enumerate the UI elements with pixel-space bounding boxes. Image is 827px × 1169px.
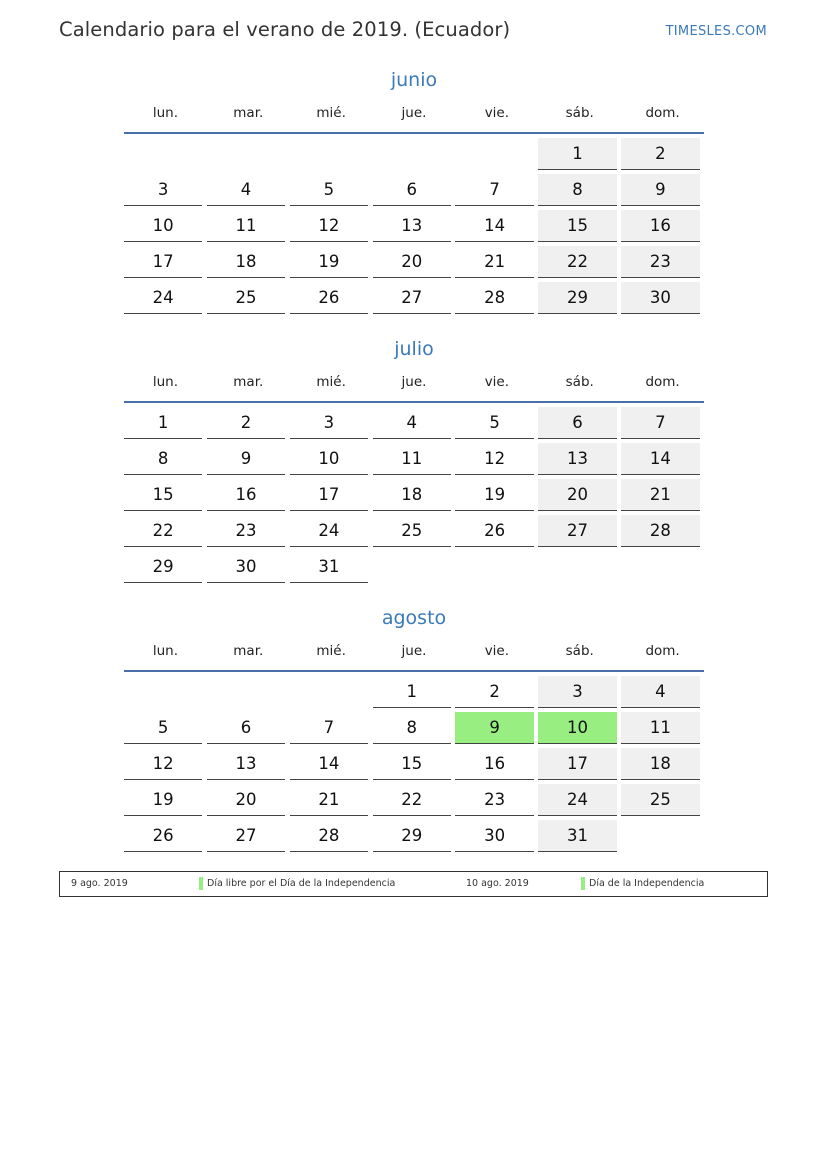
day-cell: 21 bbox=[290, 784, 368, 816]
day-cell: 26 bbox=[455, 515, 533, 547]
day-cell: 2 bbox=[621, 138, 699, 170]
weekday-header bbox=[124, 640, 704, 672]
weekday-label: jue. bbox=[401, 374, 427, 390]
day-cell: 11 bbox=[621, 712, 699, 744]
day-cell: 18 bbox=[373, 479, 451, 511]
day-cell: 1 bbox=[124, 407, 202, 439]
day-cell: 28 bbox=[455, 282, 533, 314]
day-cell: 4 bbox=[207, 174, 285, 206]
weekday-header bbox=[124, 371, 704, 403]
day-cell: 20 bbox=[373, 246, 451, 278]
day-cell: 16 bbox=[621, 210, 699, 242]
empty-day-cell bbox=[621, 551, 699, 582]
week-row bbox=[124, 515, 704, 551]
day-cell: 30 bbox=[621, 282, 699, 314]
empty-day-cell bbox=[207, 676, 285, 707]
week-row bbox=[124, 443, 704, 479]
day-cell: 19 bbox=[124, 784, 202, 816]
holiday-color-swatch bbox=[199, 877, 203, 890]
empty-day-cell bbox=[455, 138, 533, 169]
holiday-color-swatch bbox=[581, 877, 585, 890]
day-grid bbox=[124, 407, 704, 587]
day-cell: 29 bbox=[373, 820, 451, 852]
week-row bbox=[124, 551, 704, 587]
empty-day-cell bbox=[290, 676, 368, 707]
weekday-label: lun. bbox=[152, 105, 178, 121]
page-title: Calendario para el verano de 2019. (Ecuador) bbox=[59, 18, 511, 41]
day-cell: 20 bbox=[207, 784, 285, 816]
week-row bbox=[124, 712, 704, 748]
day-cell: 24 bbox=[124, 282, 202, 314]
day-cell: 6 bbox=[373, 174, 451, 206]
week-row bbox=[124, 138, 704, 174]
weekday-label: mar. bbox=[233, 374, 264, 390]
day-cell: 30 bbox=[207, 551, 285, 583]
month-julio bbox=[124, 337, 704, 587]
day-cell: 5 bbox=[455, 407, 533, 439]
month-name: junio bbox=[390, 69, 438, 91]
empty-day-cell bbox=[124, 138, 202, 169]
day-cell: 31 bbox=[538, 820, 616, 852]
day-cell: 2 bbox=[207, 407, 285, 439]
day-cell: 8 bbox=[538, 174, 616, 206]
day-cell: 22 bbox=[373, 784, 451, 816]
weekday-label: sáb. bbox=[565, 105, 594, 121]
day-cell: 6 bbox=[538, 407, 616, 439]
day-cell: 9 bbox=[455, 712, 533, 744]
day-cell: 29 bbox=[124, 551, 202, 583]
week-row bbox=[124, 407, 704, 443]
day-cell: 17 bbox=[290, 479, 368, 511]
month-name: julio bbox=[394, 338, 434, 360]
day-cell: 3 bbox=[538, 676, 616, 708]
day-cell: 8 bbox=[373, 712, 451, 744]
day-cell: 1 bbox=[373, 676, 451, 708]
empty-day-cell bbox=[621, 820, 699, 851]
day-cell: 12 bbox=[290, 210, 368, 242]
weekday-label: mar. bbox=[233, 643, 264, 659]
day-cell: 14 bbox=[621, 443, 699, 475]
day-cell: 14 bbox=[455, 210, 533, 242]
day-cell: 12 bbox=[455, 443, 533, 475]
day-cell: 19 bbox=[290, 246, 368, 278]
day-cell: 7 bbox=[621, 407, 699, 439]
empty-day-cell bbox=[290, 138, 368, 169]
day-cell: 24 bbox=[538, 784, 616, 816]
weekday-label: jue. bbox=[401, 105, 427, 121]
day-cell: 23 bbox=[455, 784, 533, 816]
week-row bbox=[124, 210, 704, 246]
day-cell: 26 bbox=[290, 282, 368, 314]
weekday-label: vie. bbox=[484, 374, 510, 390]
day-cell: 22 bbox=[124, 515, 202, 547]
brand-link[interactable]: TIMESLES.COM bbox=[665, 24, 767, 39]
weekday-label: dom. bbox=[645, 374, 680, 390]
day-cell: 27 bbox=[538, 515, 616, 547]
day-cell: 3 bbox=[124, 174, 202, 206]
day-cell: 9 bbox=[621, 174, 699, 206]
day-cell: 6 bbox=[207, 712, 285, 744]
empty-day-cell bbox=[373, 551, 451, 582]
day-cell: 30 bbox=[455, 820, 533, 852]
day-cell: 17 bbox=[124, 246, 202, 278]
day-cell: 25 bbox=[207, 282, 285, 314]
day-grid bbox=[124, 138, 704, 318]
weekday-label: lun. bbox=[152, 643, 178, 659]
day-cell: 31 bbox=[290, 551, 368, 583]
empty-day-cell bbox=[124, 676, 202, 707]
weekday-label: dom. bbox=[645, 643, 680, 659]
day-cell: 28 bbox=[621, 515, 699, 547]
weekday-header bbox=[124, 102, 704, 134]
day-cell: 5 bbox=[124, 712, 202, 744]
weekday-label: sáb. bbox=[565, 374, 594, 390]
day-cell: 17 bbox=[538, 748, 616, 780]
day-cell: 2 bbox=[455, 676, 533, 708]
day-cell: 28 bbox=[290, 820, 368, 852]
day-grid bbox=[124, 676, 704, 856]
day-cell: 21 bbox=[621, 479, 699, 511]
day-cell: 19 bbox=[455, 479, 533, 511]
day-cell: 7 bbox=[455, 174, 533, 206]
day-cell: 12 bbox=[124, 748, 202, 780]
legend-label: Día libre por el Día de la Independencia bbox=[207, 878, 396, 889]
empty-day-cell bbox=[207, 138, 285, 169]
day-cell: 20 bbox=[538, 479, 616, 511]
weekday-label: mié. bbox=[316, 105, 346, 121]
day-cell: 15 bbox=[124, 479, 202, 511]
weekday-label: dom. bbox=[645, 105, 680, 121]
month-junio bbox=[124, 68, 704, 318]
weekday-label: mar. bbox=[233, 105, 264, 121]
day-cell: 11 bbox=[207, 210, 285, 242]
day-cell: 14 bbox=[290, 748, 368, 780]
empty-day-cell bbox=[455, 551, 533, 582]
day-cell: 24 bbox=[290, 515, 368, 547]
day-cell: 16 bbox=[207, 479, 285, 511]
day-cell: 23 bbox=[207, 515, 285, 547]
day-cell: 21 bbox=[455, 246, 533, 278]
legend-label: Día de la Independencia bbox=[589, 878, 705, 889]
legend-date: 10 ago. 2019 bbox=[466, 878, 529, 889]
weekday-label: mié. bbox=[316, 643, 346, 659]
day-cell: 25 bbox=[373, 515, 451, 547]
week-row bbox=[124, 174, 704, 210]
week-row bbox=[124, 246, 704, 282]
weekday-label: lun. bbox=[152, 374, 178, 390]
day-cell: 18 bbox=[621, 748, 699, 780]
week-row bbox=[124, 820, 704, 856]
day-cell: 4 bbox=[373, 407, 451, 439]
weekday-label: vie. bbox=[484, 643, 510, 659]
day-cell: 4 bbox=[621, 676, 699, 708]
day-cell: 23 bbox=[621, 246, 699, 278]
day-cell: 5 bbox=[290, 174, 368, 206]
week-row bbox=[124, 479, 704, 515]
weekday-label: vie. bbox=[484, 105, 510, 121]
day-cell: 16 bbox=[455, 748, 533, 780]
day-cell: 18 bbox=[207, 246, 285, 278]
day-cell: 10 bbox=[538, 712, 616, 744]
day-cell: 1 bbox=[538, 138, 616, 170]
month-name: agosto bbox=[381, 607, 447, 629]
day-cell: 26 bbox=[124, 820, 202, 852]
day-cell: 27 bbox=[207, 820, 285, 852]
day-cell: 11 bbox=[373, 443, 451, 475]
holiday-legend bbox=[59, 871, 768, 897]
day-cell: 7 bbox=[290, 712, 368, 744]
weekday-label: jue. bbox=[401, 643, 427, 659]
day-cell: 9 bbox=[207, 443, 285, 475]
day-cell: 13 bbox=[538, 443, 616, 475]
day-cell: 29 bbox=[538, 282, 616, 314]
week-row bbox=[124, 282, 704, 318]
day-cell: 15 bbox=[538, 210, 616, 242]
day-cell: 25 bbox=[621, 784, 699, 816]
empty-day-cell bbox=[538, 551, 616, 582]
weekday-label: mié. bbox=[316, 374, 346, 390]
day-cell: 10 bbox=[124, 210, 202, 242]
empty-day-cell bbox=[373, 138, 451, 169]
week-row bbox=[124, 676, 704, 712]
legend-date: 9 ago. 2019 bbox=[71, 878, 128, 889]
week-row bbox=[124, 748, 704, 784]
week-row bbox=[124, 784, 704, 820]
day-cell: 22 bbox=[538, 246, 616, 278]
day-cell: 8 bbox=[124, 443, 202, 475]
day-cell: 13 bbox=[207, 748, 285, 780]
day-cell: 27 bbox=[373, 282, 451, 314]
day-cell: 3 bbox=[290, 407, 368, 439]
day-cell: 15 bbox=[373, 748, 451, 780]
day-cell: 10 bbox=[290, 443, 368, 475]
month-agosto bbox=[124, 606, 704, 856]
day-cell: 13 bbox=[373, 210, 451, 242]
weekday-label: sáb. bbox=[565, 643, 594, 659]
